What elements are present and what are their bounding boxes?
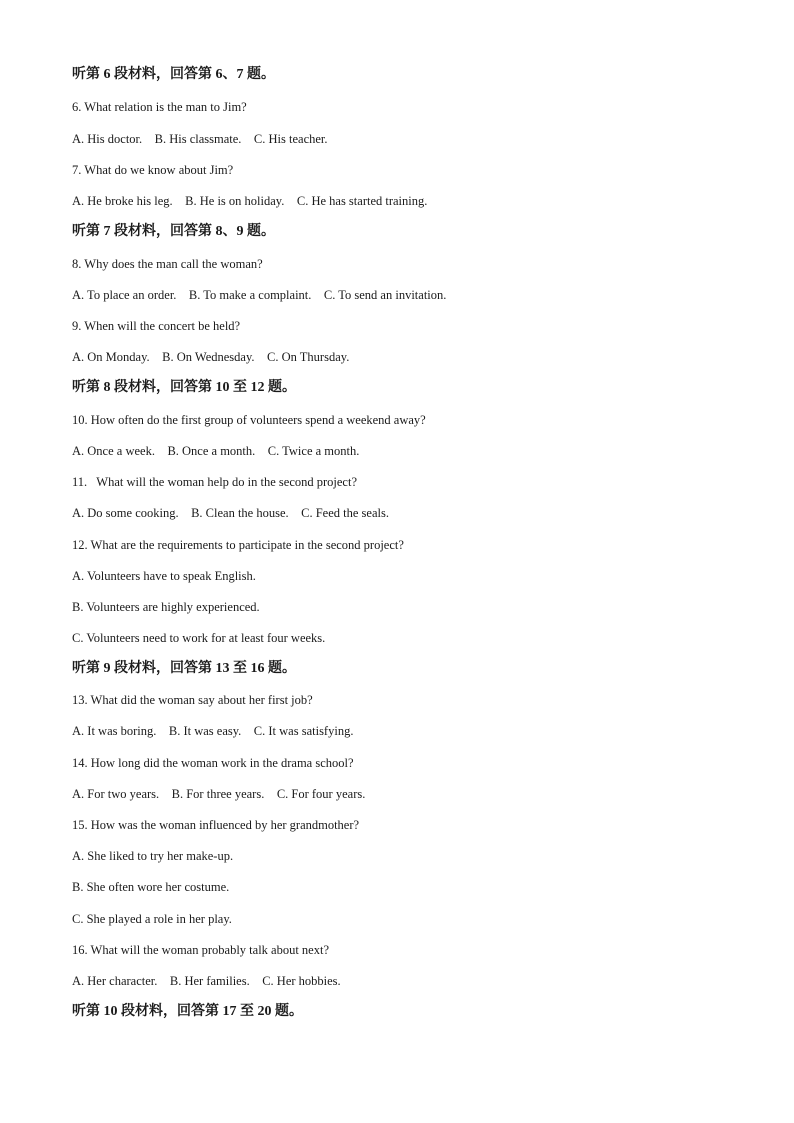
section-heading: 听第 8 段材料，回答第 10 至 12 题。: [72, 380, 296, 395]
question-text: 16. What will the woman probably talk about next?: [72, 943, 330, 957]
answer-options: A. Volunteers have to speak English.: [72, 569, 256, 583]
question-text: 12. What are the requirements to participate in the second project?: [72, 538, 404, 552]
answer-options: A. It was boring. B. It was easy. C. It was satisfying.: [72, 724, 354, 738]
answer-options: A. He broke his leg. B. He is on holiday. C. He has started training.: [72, 194, 428, 208]
answer-options: A. Once a week. B. Once a month. C. Twice a month.: [72, 444, 360, 458]
question-text: 10. How often do the first group of volunteers spend a weekend away?: [72, 413, 426, 427]
answer-options: A. Do some cooking. B. Clean the house. C. Feed the seals.: [72, 506, 389, 520]
answer-options: C. She played a role in her play.: [72, 912, 232, 926]
question-text: 11. What will the woman help do in the second project?: [72, 475, 357, 489]
question-text: 15. How was the woman influenced by her grandmother?: [72, 818, 360, 832]
answer-options: B. Volunteers are highly experienced.: [72, 600, 260, 614]
answer-options: A. She liked to try her make-up.: [72, 849, 234, 863]
question-text: 9. When will the concert be held?: [72, 319, 241, 333]
section-heading: 听第 9 段材料，回答第 13 至 16 题。: [72, 661, 296, 676]
answer-options: A. Her character. B. Her families. C. Her hobbies.: [72, 974, 341, 988]
question-text: 6. What relation is the man to Jim?: [72, 100, 247, 114]
section-heading: 听第 10 段材料，回答第 17 至 20 题。: [72, 1004, 303, 1019]
question-text: 8. Why does the man call the woman?: [72, 257, 263, 271]
answer-options: A. His doctor. B. His classmate. C. His teacher.: [72, 132, 328, 146]
answer-options: B. She often wore her costume.: [72, 880, 230, 894]
answer-options: A. On Monday. B. On Wednesday. C. On Thursday.: [72, 350, 350, 364]
section-heading: 听第 7 段材料，回答第 8、9 题。: [72, 224, 275, 239]
question-text: 14. How long did the woman work in the drama school?: [72, 756, 354, 770]
answer-options: C. Volunteers need to work for at least four weeks.: [72, 631, 326, 645]
section-heading: 听第 6 段材料，回答第 6、7 题。: [72, 67, 275, 82]
question-text: 7. What do we know about Jim?: [72, 163, 234, 177]
answer-options: A. For two years. B. For three years. C. For four years.: [72, 787, 366, 801]
question-text: 13. What did the woman say about her first job?: [72, 693, 313, 707]
answer-options: A. To place an order. B. To make a complaint. C. To send an invitation.: [72, 288, 447, 302]
